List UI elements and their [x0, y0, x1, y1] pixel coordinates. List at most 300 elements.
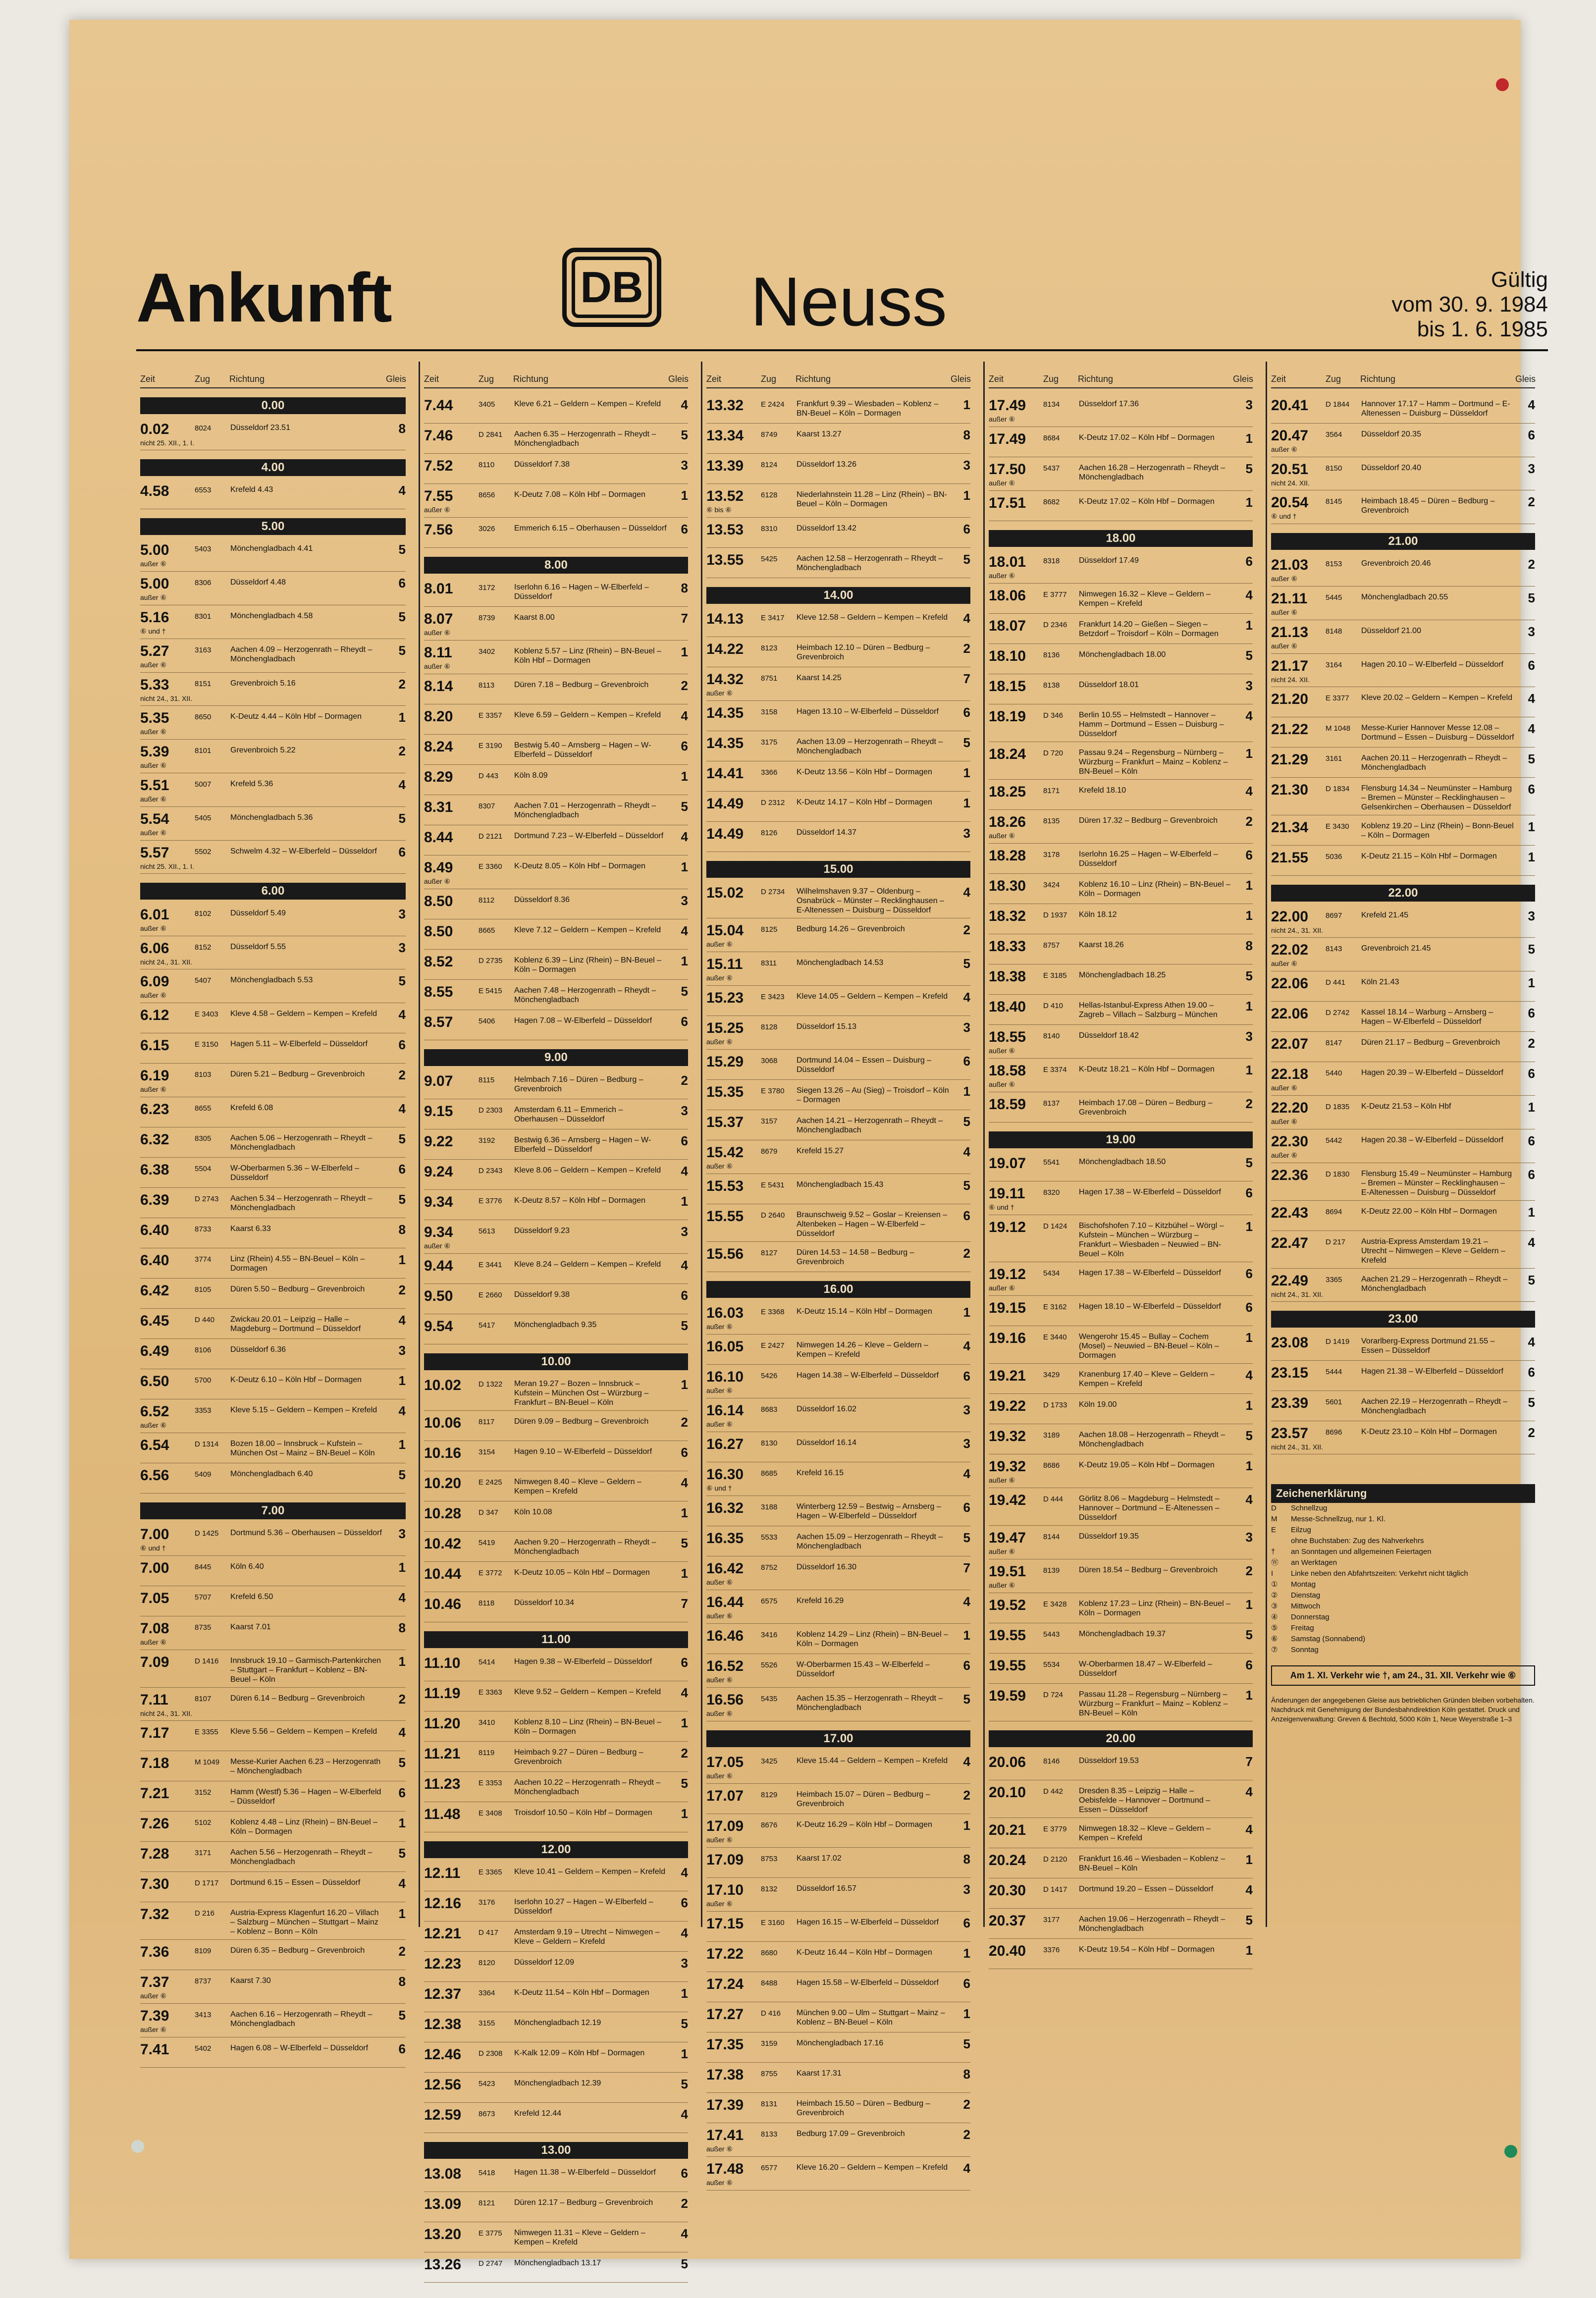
arrival-time: 15.25 außer ⑥: [706, 1020, 761, 1046]
arrival-time: 19.32: [989, 1428, 1026, 1444]
train-number: 5504: [195, 1165, 212, 1173]
table-row: [989, 964, 1253, 995]
track-number: 1: [1528, 1205, 1535, 1220]
table-row: [1271, 1096, 1535, 1129]
arrival-time: 9.07: [424, 1073, 453, 1089]
direction: Schwelm 4.32 – W-Elberfeld – Düsseldorf: [230, 847, 377, 855]
track-number: 6: [681, 1655, 688, 1670]
train-number: M 1048: [1326, 724, 1351, 733]
column-header: [140, 362, 406, 388]
legend-value: Samstag (Sonnabend): [1291, 1635, 1366, 1643]
direction: Kleve 20.02 – Geldern – Kempen – Krefeld: [1361, 694, 1513, 702]
train-number: 8735: [195, 1623, 212, 1632]
train-number: E 3430: [1326, 822, 1349, 831]
track-number: 1: [1245, 1398, 1253, 1413]
direction: K-Kalk 12.09 – Köln Hbf – Dormagen: [514, 2049, 645, 2057]
table-row: [140, 773, 406, 807]
direction: Bedburg 14.26 – Grevenbroich: [797, 925, 905, 933]
track-number: 7: [963, 1560, 970, 1575]
direction: Niederlahnstein 11.28 – Linz (Rhein) – BN-Beuel – Köln – Dormagen: [797, 490, 947, 508]
service-note: außer ⑥: [706, 1420, 733, 1428]
arrival-time: 20.21: [989, 1822, 1026, 1838]
arrival-time: 6.39: [140, 1192, 169, 1208]
train-number: 8120: [479, 1959, 495, 1967]
legend-key: †: [1271, 1548, 1276, 1556]
direction: Düsseldorf 4.48: [230, 578, 286, 587]
track-number: 3: [1245, 397, 1253, 412]
validity: [1391, 267, 1548, 342]
train-number: 3564: [1326, 430, 1342, 439]
legend-key: I: [1271, 1569, 1274, 1578]
table-row: [706, 1750, 970, 1784]
train-number: D 441: [1326, 978, 1346, 987]
service-note: außer ⑥: [989, 1476, 1015, 1484]
train-number: D 2640: [761, 1211, 785, 1220]
arrival-time: 21.11 außer ⑥: [1271, 590, 1326, 617]
arrival-time: 8.11 außer ⑥: [424, 644, 479, 671]
table-row: [140, 2004, 406, 2037]
track-number: 6: [1528, 1167, 1535, 1182]
service-note: außer ⑥: [140, 1992, 167, 2000]
track-number: 3: [681, 893, 688, 908]
arrival-time: 5.27 außer ⑥: [140, 643, 195, 669]
track-number: 3: [398, 907, 406, 921]
table-row: [706, 454, 970, 484]
train-number: D 2841: [479, 430, 503, 439]
arrival-time: 5.33 nicht 24., 31. XII.: [140, 677, 195, 702]
direction: Kaarst 18.26: [1079, 941, 1124, 949]
train-number: 8696: [1326, 1428, 1342, 1437]
arrival-time: 12.37: [424, 1986, 462, 2002]
direction: Dortmund 6.15 – Essen – Düsseldorf: [230, 1878, 361, 1887]
arrival-time: 17.48 außer ⑥: [706, 2161, 761, 2187]
train-number: 8753: [761, 1855, 778, 1863]
direction: Grevenbroich 5.16: [230, 679, 296, 688]
table-row: [706, 1140, 970, 1174]
direction: Düsseldorf 23.51: [230, 424, 290, 432]
table-row: [706, 986, 970, 1016]
table-row: [424, 393, 688, 424]
train-number: 8138: [1043, 681, 1060, 690]
table-row: [706, 1556, 970, 1590]
track-number: 6: [398, 845, 406, 859]
service-note: außer ⑥: [424, 662, 451, 670]
service-note: ⑥ und †: [140, 1544, 166, 1552]
track-number: 4: [681, 708, 688, 723]
table-row: [1271, 587, 1535, 620]
direction: K-Deutz 19.05 – Köln Hbf – Dormagen: [1079, 1461, 1215, 1469]
table-row: [706, 518, 970, 548]
table-row: [424, 2192, 688, 2222]
table-row: [706, 2093, 970, 2123]
table-row: [424, 1314, 688, 1344]
table-row: [989, 934, 1253, 964]
train-number: E 5415: [479, 987, 502, 995]
direction: Krefeld 16.29: [797, 1597, 844, 1605]
column-header-train: Zug: [479, 374, 494, 384]
legend-item: [1271, 1536, 1535, 1547]
track-number: 8: [1245, 938, 1253, 953]
table-row: [424, 1411, 688, 1441]
table-row: [424, 980, 688, 1010]
table-row: [424, 1772, 688, 1802]
table-row: [140, 1751, 406, 1781]
table-row: [140, 1188, 406, 1218]
train-number: D 440: [195, 1316, 215, 1324]
track-number: 6: [963, 1500, 970, 1515]
direction: Mönchengladbach 12.19: [514, 2019, 601, 2027]
direction: Krefeld 12.44: [514, 2109, 562, 2118]
train-number: 3429: [1043, 1371, 1060, 1379]
track-number: 2: [963, 1788, 970, 1803]
arrival-time: 17.10 außer ⑥: [706, 1882, 761, 1908]
track-number: 4: [1528, 721, 1535, 736]
track-number: 4: [398, 483, 406, 498]
track-number: 4: [681, 1475, 688, 1490]
service-note: außer ⑥: [706, 2179, 733, 2187]
track-number: 1: [963, 1818, 970, 1833]
table-row: [989, 844, 1253, 874]
track-number: 4: [963, 1144, 970, 1159]
table-row: [1271, 1269, 1535, 1302]
direction: Grevenbroich 20.46: [1361, 559, 1431, 568]
table-row: [1271, 1002, 1535, 1032]
train-number: 6553: [195, 486, 212, 494]
train-number: D 1830: [1326, 1170, 1350, 1178]
train-number: 8123: [761, 644, 778, 652]
arrival-time: 22.47: [1271, 1235, 1309, 1251]
track-number: 6: [963, 522, 970, 536]
service-note: außer ⑥: [706, 1038, 733, 1046]
train-number: 5502: [195, 848, 212, 856]
track-number: 6: [1528, 1066, 1535, 1081]
service-note: außer ⑥: [1271, 445, 1298, 453]
train-number: 3152: [195, 1788, 212, 1797]
service-note: außer ⑥: [140, 1421, 167, 1429]
table-row: [424, 1922, 688, 1952]
service-note: außer ⑥: [706, 1676, 733, 1684]
direction: Mönchengladbach 4.58: [230, 612, 313, 620]
table-row: [1271, 620, 1535, 654]
table-row: [1271, 1391, 1535, 1421]
train-number: 8146: [1043, 1757, 1060, 1765]
train-number: 5423: [479, 2080, 495, 2088]
arrival-time: 6.19 außer ⑥: [140, 1068, 195, 1094]
arrival-time: 20.54 ⑥ und †: [1271, 494, 1326, 521]
arrival-time: 8.52: [424, 954, 453, 970]
legend-item: [1271, 1612, 1535, 1623]
train-number: 8686: [1043, 1461, 1060, 1470]
arrival-time: 18.30: [989, 878, 1026, 894]
arrival-time: 13.08: [424, 2166, 462, 2182]
arrival-time: 11.10: [424, 1655, 461, 1671]
service-note: außer ⑥: [706, 1836, 733, 1844]
arrival-time: 22.07: [1271, 1036, 1309, 1052]
direction: Aachen 15.35 – Herzogenrath – Rheydt – Mönchengladbach: [797, 1694, 943, 1712]
direction: Kaarst 8.00: [514, 613, 555, 622]
arrival-time: 19.07: [989, 1155, 1026, 1172]
track-number: 6: [398, 1037, 406, 1052]
train-number: 8749: [761, 430, 778, 439]
table-row: [140, 1650, 406, 1688]
train-number: 8109: [195, 1947, 212, 1955]
db-logo-icon: DB: [562, 248, 661, 327]
table-row: [140, 969, 406, 1003]
train-number: 3192: [479, 1136, 495, 1145]
service-note: außer ⑥: [140, 829, 167, 837]
track-number: 5: [963, 1178, 970, 1193]
train-number: 3176: [479, 1898, 495, 1907]
train-number: 8737: [195, 1977, 212, 1985]
train-number: 8134: [1043, 400, 1060, 409]
track-number: 5: [1528, 1273, 1535, 1287]
direction: Koblenz 8.10 – Linz (Rhein) – BN-Beuel – Köln – Dormagen: [514, 1718, 662, 1736]
service-note: außer ⑥: [424, 877, 451, 885]
train-number: D 1314: [195, 1440, 219, 1448]
direction: Düsseldorf 18.42: [1079, 1031, 1139, 1040]
direction: Grevenbroich 21.45: [1361, 944, 1431, 953]
service-note: außer ⑥: [706, 2145, 733, 2153]
direction: Krefeld 15.27: [797, 1147, 844, 1155]
table-row: [706, 1590, 970, 1624]
train-number: D 1417: [1043, 1885, 1067, 1894]
hour-band: 12.00: [424, 1841, 688, 1858]
direction: Düren 14.53 – 14.58 – Bedburg – Grevenbroich: [797, 1248, 914, 1266]
direction: Austria-Express Amsterdam 19.21 – Utrecht – Nimwegen – Kleve – Geldern – Krefeld: [1361, 1237, 1505, 1265]
table-row: [706, 2123, 970, 2157]
direction: Mönchengladbach 17.16: [797, 2039, 884, 2047]
legend-value: Dienstag: [1291, 1591, 1321, 1600]
service-note: außer ⑥: [989, 1581, 1015, 1589]
hour-band: 13.00: [424, 2142, 688, 2159]
arrival-time: 13.32: [706, 397, 744, 414]
track-number: 6: [681, 1895, 688, 1910]
arrival-time: 9.15: [424, 1103, 453, 1120]
arrival-time: 12.46: [424, 2046, 462, 2063]
train-number: 8117: [479, 1418, 495, 1426]
train-number: 8320: [1043, 1188, 1060, 1197]
arrival-time: 17.39: [706, 2097, 744, 2113]
track-number: 1: [1245, 1330, 1253, 1345]
direction: Aachen 7.01 – Herzogenrath – Rheydt – Mönchengladbach: [514, 802, 656, 819]
table-row: [706, 484, 970, 518]
arrival-time: 16.14 außer ⑥: [706, 1402, 761, 1429]
train-number: 5707: [195, 1593, 212, 1602]
train-number: 3026: [479, 525, 495, 533]
arrival-time: 8.57: [424, 1014, 453, 1030]
table-row: [706, 701, 970, 731]
table-row: [706, 1654, 970, 1688]
service-note: ⑥ und †: [140, 627, 166, 635]
arrival-time: 20.37: [989, 1913, 1026, 1929]
table-row: [424, 1471, 688, 1501]
train-number: E 3775: [479, 2229, 502, 2238]
arrival-time: 7.05: [140, 1590, 169, 1606]
direction: Aachen 6.35 – Herzogenrath – Rheydt – Mönchengladbach: [514, 430, 656, 448]
track-number: 5: [681, 428, 688, 442]
direction: Düsseldorf 18.01: [1079, 681, 1139, 689]
train-number: D 2735: [479, 957, 503, 965]
track-number: 6: [681, 2166, 688, 2181]
direction: Hamm (Westf) 5.36 – Hagen – W-Elberfeld – Düsseldorf: [230, 1788, 381, 1806]
table-row: [424, 607, 688, 641]
table-row: [706, 1878, 970, 1912]
table-row: [424, 950, 688, 980]
direction: Frankfurt 9.39 – Wiesbaden – Koblenz – BN-Beuel – Köln – Dormagen: [797, 400, 939, 418]
train-number: 8683: [761, 1405, 778, 1414]
table-row: [989, 584, 1253, 614]
hour-band: 0.00: [140, 397, 406, 414]
column-header-track: Gleis: [1515, 374, 1536, 384]
arrival-time: 12.59: [424, 2107, 462, 2123]
table-row: [989, 1684, 1253, 1721]
direction: Hagen 6.08 – W-Elberfeld – Düsseldorf: [230, 2044, 369, 2052]
table-row: [424, 889, 688, 919]
train-number: 3410: [479, 1718, 495, 1727]
arrival-time: 13.53: [706, 522, 744, 538]
track-number: 6: [1528, 1133, 1535, 1148]
column-header-time: Zeit: [1271, 374, 1286, 384]
timetable-column: [983, 362, 1257, 1959]
arrival-time: 6.40: [140, 1222, 169, 1238]
train-number: D 2346: [1043, 621, 1067, 629]
arrival-time: 19.52: [989, 1597, 1026, 1613]
table-row: [989, 1623, 1253, 1654]
train-number: E 3441: [479, 1261, 502, 1269]
legend-value: Mittwoch: [1291, 1602, 1321, 1610]
direction: Düsseldorf 17.49: [1079, 556, 1139, 565]
table-row: [706, 607, 970, 637]
arrival-time: 8.50: [424, 923, 453, 940]
table-row: [424, 2073, 688, 2103]
service-note: außer ⑥: [706, 1578, 733, 1586]
track-number: 2: [1245, 814, 1253, 829]
track-number: 2: [681, 678, 688, 693]
direction: Düsseldorf 16.02: [797, 1405, 856, 1413]
arrival-time: 5.39 außer ⑥: [140, 744, 195, 770]
direction: Düsseldorf 9.38: [514, 1290, 570, 1299]
train-number: D 217: [1326, 1238, 1346, 1246]
direction: Aachen 18.08 – Herzogenrath – Rheydt – Mönchengladbach: [1079, 1431, 1225, 1448]
table-row: [424, 518, 688, 548]
table-row: [706, 792, 970, 822]
column-header-time: Zeit: [989, 374, 1004, 384]
train-number: 8132: [761, 1885, 778, 1893]
track-number: 8: [398, 1222, 406, 1237]
direction: Mönchengladbach 5.53: [230, 976, 313, 984]
train-number: 8137: [1043, 1099, 1060, 1108]
direction: Düren 6.35 – Bedburg – Grevenbroich: [230, 1946, 365, 1955]
legend-item: [1271, 1645, 1535, 1656]
train-number: E 3772: [479, 1569, 502, 1577]
train-number: 5406: [479, 1017, 495, 1025]
track-number: 1: [398, 1654, 406, 1669]
table-row: [140, 417, 406, 450]
arrival-table: [136, 362, 1548, 2273]
arrival-time: 17.22: [706, 1946, 744, 1962]
table-row: [706, 731, 970, 761]
arrival-time: 8.49 außer ⑥: [424, 859, 479, 886]
direction: Kleve 8.24 – Geldern – Kempen – Krefeld: [514, 1260, 661, 1269]
arrival-time: 21.03 außer ⑥: [1271, 557, 1326, 583]
arrival-time: 8.20: [424, 708, 453, 725]
track-number: 6: [1245, 1300, 1253, 1315]
direction: Linz (Rhein) 4.55 – BN-Beuel – Köln – Dormagen: [230, 1255, 365, 1273]
direction: Düsseldorf 7.38: [514, 460, 570, 469]
service-note: außer ⑥: [140, 1085, 167, 1093]
train-number: E 3417: [761, 614, 785, 622]
track-number: 6: [1245, 848, 1253, 862]
track-number: 1: [963, 1084, 970, 1099]
train-number: D 1733: [1043, 1401, 1067, 1409]
valid-from: vom 30. 9. 1984: [1391, 292, 1548, 317]
track-number: 5: [398, 1755, 406, 1770]
table-row: [424, 1373, 688, 1411]
service-note: außer ⑥: [140, 560, 167, 568]
arrival-time: 8.01: [424, 581, 453, 597]
train-number: 8650: [195, 713, 212, 721]
direction: Kassel 18.14 – Warburg – Arnsberg – Hagen – W-Elberfeld – Düsseldorf: [1361, 1008, 1493, 1026]
arrival-time: 21.30: [1271, 782, 1309, 798]
table-row: [140, 1218, 406, 1248]
train-number: 8124: [761, 461, 778, 469]
train-number: 8733: [195, 1225, 212, 1233]
hour-band: 16.00: [706, 1281, 970, 1298]
track-number: 1: [963, 1946, 970, 1961]
direction: Passau 11.28 – Regensburg – Nürnberg – Würzburg – Frankfurt – Mainz – Koblenz – BN-Beuel – Köln: [1079, 1690, 1228, 1717]
direction: Troisdorf 10.50 – Köln Hbf – Dormagen: [514, 1809, 652, 1817]
direction: Aachen 5.06 – Herzogenrath – Rheydt – Mönchengladbach: [230, 1134, 372, 1152]
direction: Hagen 20.39 – W-Elberfeld – Düsseldorf: [1361, 1069, 1503, 1077]
table-row: [989, 1326, 1253, 1364]
arrival-time: 18.38: [989, 968, 1026, 985]
arrival-time: 7.46: [424, 428, 453, 444]
table-row: [424, 424, 688, 454]
service-note: nicht 24. XII.: [1271, 479, 1310, 487]
train-number: 8152: [195, 943, 212, 952]
arrival-time: 11.21: [424, 1746, 461, 1762]
train-number: 8151: [195, 680, 212, 688]
table-row: [989, 1424, 1253, 1454]
arrival-time: 12.11: [424, 1865, 461, 1881]
arrival-time: 16.32: [706, 1500, 744, 1516]
column-header-direction: Richtung: [1360, 374, 1396, 384]
track-number: 1: [963, 765, 970, 780]
direction: Krefeld 4.43: [230, 485, 273, 494]
direction: Kaarst 14.25: [797, 674, 842, 682]
track-number: 8: [398, 421, 406, 436]
arrival-time: 8.14: [424, 678, 453, 695]
direction: Aachen 22.19 – Herzogenrath – Rheydt – Mönchengladbach: [1361, 1397, 1508, 1415]
table-row: [424, 1681, 688, 1711]
table-row: [140, 538, 406, 572]
arrival-time: 17.05 außer ⑥: [706, 1754, 761, 1780]
train-number: E 5431: [761, 1181, 785, 1189]
train-number: D 2312: [761, 799, 785, 807]
table-row: [706, 1462, 970, 1496]
direction: Aachen 14.21 – Herzogenrath – Rheydt – Mönchengladbach: [797, 1117, 943, 1134]
arrival-time: 18.25: [989, 784, 1026, 800]
track-number: 5: [681, 1776, 688, 1791]
track-number: 6: [398, 1162, 406, 1176]
table-row: [989, 1939, 1253, 1969]
direction: Aachen 4.09 – Herzogenrath – Rheydt – Mönchengladbach: [230, 645, 372, 663]
direction: Hagen 20.38 – W-Elberfeld – Düsseldorf: [1361, 1136, 1503, 1144]
direction: Düren 17.32 – Bedburg – Grevenbroich: [1079, 816, 1218, 825]
column-header: [424, 362, 688, 388]
track-number: 1: [398, 1252, 406, 1267]
table-row: [140, 936, 406, 969]
